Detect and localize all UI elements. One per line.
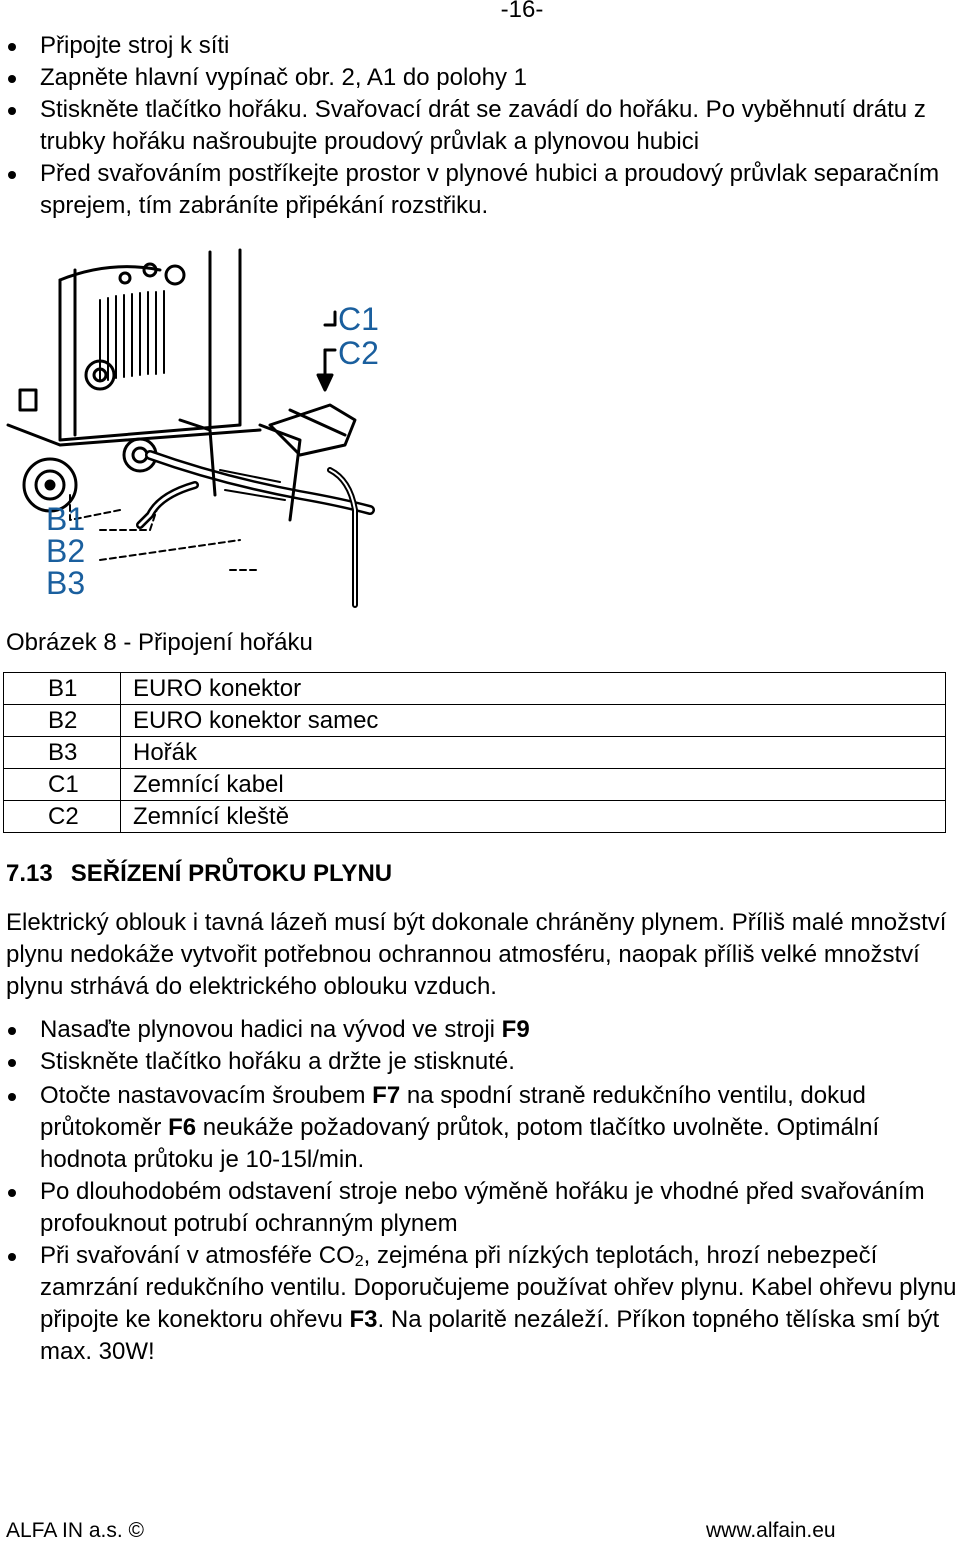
list-item: Připojte stroj k síti — [0, 30, 960, 62]
legend-code: B3 — [4, 737, 121, 769]
section-number: 7.13 — [6, 860, 53, 887]
text-run: . Na polaritě nezáleží. Příkon topného tělíska smí být max. 30W! — [40, 1306, 940, 1365]
list-item — [0, 1046, 960, 1078]
gas-flow-list — [0, 1014, 960, 1368]
table-row — [4, 705, 946, 737]
legend-desc: EURO konektor — [121, 673, 946, 705]
subscript: 2 — [354, 1253, 364, 1270]
text-run: , zejména při nízkých teplotách, hrozí nebezpečí zamrzání redukčního ventilu. Doporučujeme používat ohřev plynu. Kabel ohřevu plynu připojte ke konektoru ohřevu — [40, 1242, 957, 1333]
text-run: Nasaďte plynovou hadici na vývod ve stroji — [40, 1016, 502, 1043]
list-item: Stiskněte tlačítko hořáku. Svařovací drát se zavádí do hořáku. Po vyběhnutí drátu z trubky hořáku našroubujte proudový průvlak a plynovou hubici — [0, 94, 960, 158]
table-row — [4, 769, 946, 801]
figure-label-b2: B2 — [46, 533, 86, 569]
legend-code: C2 — [4, 801, 121, 833]
list-item: Zapněte hlavní vypínač obr. 2, A1 do polohy 1 — [0, 62, 960, 94]
legend-code: B2 — [4, 705, 121, 737]
body-paragraph: Elektrický oblouk i tavná lázeň musí být dokonale chráněny plynem. Příliš malé množství plynu nedokáže vytvořit potřebnou ochrannou atmosféru, naopak příliš velké množství plynu strhává do elektrického oblouku vzduch. — [6, 909, 947, 1000]
legend-table — [3, 672, 946, 833]
figure-label-b3: B3 — [46, 565, 86, 601]
ref-f7: F7 — [372, 1082, 401, 1109]
list-item: Před svařováním postříkejte prostor v plynové hubici a proudový průvlak separačním sprejem, tím zabráníte připékání rozstřiku. — [0, 158, 960, 222]
table-row — [4, 737, 946, 769]
text-run: Po dlouhodobém odstavení stroje nebo výměně hořáku je vhodné před svařováním profouknout potrubí ochranným plynem — [40, 1178, 925, 1237]
figure-label-b1: B1 — [46, 501, 86, 537]
ref-f6: F6 — [168, 1114, 197, 1141]
figure-label-c2: C2 — [338, 335, 379, 371]
legend-code: B1 — [4, 673, 121, 705]
text-run: Stiskněte tlačítko hořáku a držte je stisknuté. — [40, 1048, 515, 1075]
figure-label-c1: C1 — [338, 301, 379, 337]
torch-connection-figure — [0, 240, 390, 610]
legend-code: C1 — [4, 769, 121, 801]
list-item — [0, 1240, 960, 1368]
list-item — [0, 1080, 960, 1176]
legend-desc: Hořák — [121, 737, 946, 769]
ref-f3: F3 — [349, 1306, 378, 1333]
instruction-list — [0, 30, 960, 222]
footer-website: www.alfain.eu — [706, 1519, 836, 1542]
text-run: neukáže požadovaný průtok, potom tlačítko uvolněte. Optimální hodnota průtoku je 10-15l/min. — [40, 1114, 880, 1173]
footer-company: ALFA IN a.s. © — [6, 1519, 145, 1542]
table-row — [4, 801, 946, 833]
text-run: Otočte nastavovacím šroubem — [40, 1082, 373, 1109]
text-run: Při svařování v atmosféře CO — [40, 1242, 355, 1269]
page-number: -16- — [500, 0, 544, 23]
section-title: SEŘÍZENÍ PRŮTOKU PLYNU — [70, 860, 393, 887]
list-item — [0, 1176, 960, 1240]
legend-desc: Zemnící kleště — [121, 801, 946, 833]
list-item — [0, 1014, 960, 1046]
legend-desc: EURO konektor samec — [121, 705, 946, 737]
text-run: na spodní straně redukčního ventilu, dokud průtokoměr — [40, 1082, 866, 1141]
section-heading — [6, 858, 392, 890]
ref-f9: F9 — [501, 1016, 530, 1043]
legend-desc: Zemnící kabel — [121, 769, 946, 801]
table-row — [4, 673, 946, 705]
figure-caption: Obrázek 8 - Připojení hořáku — [6, 629, 313, 656]
